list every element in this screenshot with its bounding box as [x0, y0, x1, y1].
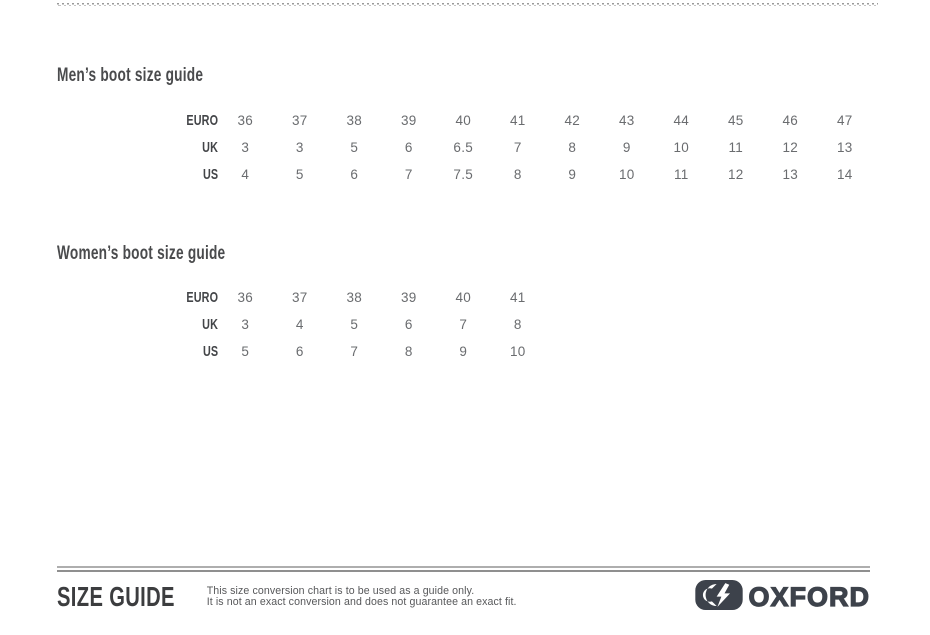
- size-cell: 7: [459, 317, 468, 332]
- size-cell: 12: [782, 140, 799, 155]
- size-row-us: [57, 161, 872, 188]
- size-cell: 46: [782, 113, 799, 128]
- size-cell: 41: [509, 113, 526, 128]
- size-cell: 10: [509, 344, 526, 359]
- footer-title: [57, 582, 221, 612]
- size-cell: 4: [295, 317, 304, 332]
- size-cell: 14: [836, 167, 853, 182]
- size-cell: 3: [295, 140, 304, 155]
- footer-divider: [57, 566, 870, 572]
- womens-section-title-text: Women’s boot size guide: [57, 243, 226, 264]
- size-cell: 8: [513, 317, 522, 332]
- size-cell: 3: [241, 317, 250, 332]
- row-label: EURO: [186, 112, 218, 129]
- size-cell: 4: [241, 167, 250, 182]
- size-cell: 8: [404, 344, 413, 359]
- size-cell: 38: [346, 290, 363, 305]
- size-cell: 12: [727, 167, 744, 182]
- size-cell: 43: [618, 113, 635, 128]
- size-cell: 37: [291, 113, 308, 128]
- disclaimer-line-1: This size conversion chart is to be used as a guide only.: [206, 584, 475, 597]
- size-cell: 39: [400, 113, 417, 128]
- row-label: US: [202, 166, 218, 183]
- disclaimer-line-2: It is not an exact conversion and does not guarantee an exact fit.: [206, 596, 517, 608]
- mens-section-title: [57, 65, 260, 87]
- oxford-logo-icon: [695, 580, 743, 615]
- size-cell: 42: [564, 113, 581, 128]
- size-cell: 9: [568, 167, 577, 182]
- size-row-us: [57, 338, 545, 365]
- size-cell: 40: [455, 290, 472, 305]
- size-row-uk: [57, 311, 545, 338]
- mens-size-table: [57, 107, 872, 188]
- size-cell: 8: [513, 167, 522, 182]
- size-cell: 10: [673, 140, 690, 155]
- size-cell: 6: [350, 167, 359, 182]
- size-cell: 8: [568, 140, 577, 155]
- size-cell: 41: [509, 290, 526, 305]
- size-cell: 3: [241, 140, 250, 155]
- size-cell: 7: [513, 140, 522, 155]
- size-cell: 40: [455, 113, 472, 128]
- size-row-euro: [57, 284, 545, 311]
- size-cell: 7: [350, 344, 359, 359]
- size-cell: 44: [673, 113, 690, 128]
- size-cell: 5: [350, 140, 359, 155]
- size-cell: 13: [782, 167, 799, 182]
- footer-disclaimer: [207, 586, 517, 609]
- womens-section-title: [57, 243, 291, 265]
- size-cell: 6: [295, 344, 304, 359]
- size-cell: 11: [728, 140, 744, 155]
- row-label: US: [202, 343, 218, 360]
- size-cell: 45: [727, 113, 744, 128]
- row-label: EURO: [186, 289, 218, 306]
- size-row-uk: [57, 134, 872, 161]
- size-cell: 9: [459, 344, 468, 359]
- footer: [57, 580, 870, 614]
- row-label: UK: [202, 316, 218, 333]
- size-cell: 10: [618, 167, 635, 182]
- size-cell: 36: [237, 290, 254, 305]
- size-cell: 6: [404, 140, 413, 155]
- size-cell: 36: [237, 113, 254, 128]
- size-row-euro: [57, 107, 872, 134]
- size-cell: 6.5: [453, 140, 474, 155]
- size-cell: 13: [836, 140, 853, 155]
- size-cell: 39: [400, 290, 417, 305]
- brand-lockup: [695, 580, 870, 615]
- mens-section-title-text: Men’s boot size guide: [57, 65, 204, 86]
- size-cell: 5: [295, 167, 304, 182]
- size-cell: 5: [241, 344, 250, 359]
- size-cell: 7.5: [453, 167, 474, 182]
- size-cell: 11: [673, 167, 689, 182]
- perforated-divider: [57, 3, 878, 6]
- womens-size-table: [57, 284, 545, 365]
- size-cell: 9: [622, 140, 631, 155]
- size-cell: 5: [350, 317, 359, 332]
- size-cell: 7: [404, 167, 413, 182]
- size-cell: 47: [836, 113, 853, 128]
- size-cell: 37: [291, 290, 308, 305]
- row-label: UK: [202, 139, 218, 156]
- size-cell: 38: [346, 113, 363, 128]
- brand-wordmark: OXFORD: [748, 582, 870, 612]
- size-cell: 6: [404, 317, 413, 332]
- footer-title-text: SIZE GUIDE: [57, 581, 175, 612]
